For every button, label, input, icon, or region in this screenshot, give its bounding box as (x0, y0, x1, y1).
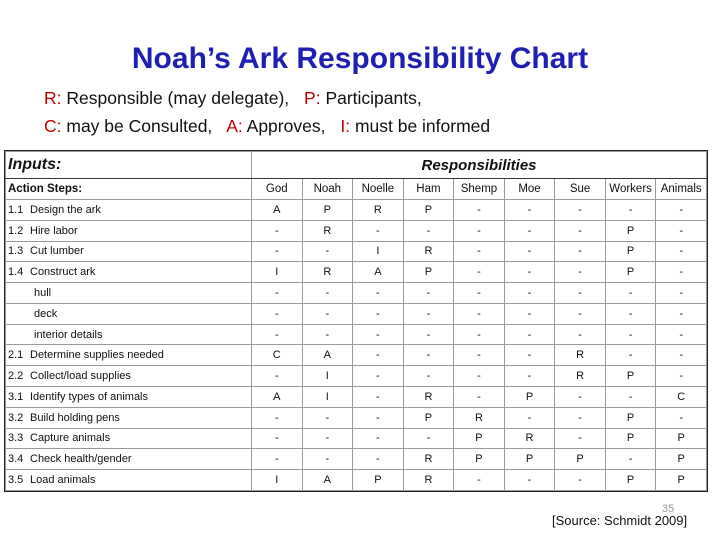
responsibility-cell: - (252, 407, 303, 428)
legend-line-2 (44, 116, 490, 137)
responsibility-cell: - (403, 220, 454, 241)
step-label: Capture animals (30, 432, 111, 445)
responsibility-cell: R (403, 387, 454, 408)
legend-text: may be Consulted, (66, 116, 213, 136)
responsibility-cell: - (656, 200, 707, 221)
responsibility-cell: - (656, 241, 707, 262)
table-row (6, 200, 707, 221)
responsibility-cell: - (555, 303, 606, 324)
responsibility-cell: I (302, 387, 353, 408)
responsibility-cell: - (252, 366, 303, 387)
responsibility-cell: R (454, 407, 505, 428)
responsibility-cell: P (605, 407, 656, 428)
table-row (6, 241, 707, 262)
responsibility-cell: P (605, 428, 656, 449)
responsibility-cell: - (504, 283, 555, 304)
responsibility-cell: P (353, 470, 404, 491)
step-label: Determine supplies needed (30, 349, 164, 362)
step-label: Check health/gender (30, 453, 132, 466)
responsibility-cell: - (605, 303, 656, 324)
legend-text: Responsible (may delegate), (66, 88, 290, 108)
responsibility-cell: P (403, 262, 454, 283)
column-header: Animals (656, 179, 707, 200)
legend-text: Approves, (246, 116, 326, 136)
responsibility-cell: - (504, 200, 555, 221)
responsibility-cell: - (555, 324, 606, 345)
responsibility-cell: R (555, 345, 606, 366)
table-row (6, 262, 707, 283)
responsibility-cell: - (353, 407, 404, 428)
responsibility-cell: - (454, 345, 505, 366)
responsibilities-label: Responsibilities (252, 152, 707, 179)
action-step (6, 283, 252, 304)
responsibility-cell: C (252, 345, 303, 366)
responsibility-cell: - (656, 262, 707, 283)
responsibility-cell: - (252, 324, 303, 345)
step-number: 3.2 (8, 411, 24, 424)
responsibility-cell: P (403, 200, 454, 221)
responsibility-cell: P (454, 449, 505, 470)
legend-key: I: (340, 116, 351, 136)
responsibility-cell: P (302, 200, 353, 221)
responsibility-cell: R (403, 449, 454, 470)
responsibility-cell: I (302, 366, 353, 387)
legend-key: C: (44, 116, 62, 136)
responsibility-cell: C (656, 387, 707, 408)
action-step (6, 220, 252, 241)
column-header: God (252, 179, 303, 200)
responsibility-cell: - (454, 200, 505, 221)
responsibility-cell: - (353, 220, 404, 241)
responsibility-cell: - (656, 407, 707, 428)
responsibility-cell: R (403, 241, 454, 262)
table-row (6, 470, 707, 491)
responsibility-cell: - (353, 387, 404, 408)
responsibility-cell: P (555, 449, 606, 470)
table-row (6, 428, 707, 449)
step-label: Identify types of animals (30, 390, 149, 403)
responsibility-cell: - (403, 345, 454, 366)
responsibility-cell: - (504, 366, 555, 387)
step-number: 3.4 (8, 453, 24, 466)
legend-key: A: (226, 116, 243, 136)
step-label: deck (34, 307, 58, 320)
responsibility-cell: - (353, 345, 404, 366)
responsibility-cell: - (454, 366, 505, 387)
responsibility-cell: - (252, 449, 303, 470)
table-top-header (6, 152, 707, 179)
responsibility-cell: P (403, 407, 454, 428)
responsibility-cell: - (656, 324, 707, 345)
responsibility-cell: P (605, 262, 656, 283)
responsibility-cell: - (252, 241, 303, 262)
step-number: 3.1 (8, 390, 24, 403)
responsibility-cell: - (353, 449, 404, 470)
action-step (6, 470, 252, 491)
responsibility-table (5, 151, 707, 491)
table-row (6, 345, 707, 366)
responsibility-cell: P (605, 241, 656, 262)
responsibility-cell: - (252, 283, 303, 304)
responsibility-cell: I (252, 262, 303, 283)
step-number: 2.1 (8, 349, 24, 362)
responsibility-cell: P (605, 366, 656, 387)
column-header-row (6, 179, 707, 200)
table-row (6, 387, 707, 408)
responsibility-chart-scan (4, 150, 708, 492)
table-row (6, 366, 707, 387)
responsibility-cell: - (555, 220, 606, 241)
responsibility-cell: - (504, 241, 555, 262)
responsibility-cell: - (504, 324, 555, 345)
step-label: Build holding pens (30, 411, 120, 424)
responsibility-cell: - (302, 449, 353, 470)
column-header: Noelle (353, 179, 404, 200)
responsibility-cell: - (353, 324, 404, 345)
step-number: 1.3 (8, 245, 24, 258)
step-number: 1.1 (8, 203, 24, 216)
responsibility-cell: R (353, 200, 404, 221)
responsibility-cell: P (656, 449, 707, 470)
action-step (6, 449, 252, 470)
responsibility-cell: P (656, 428, 707, 449)
responsibility-cell: P (454, 428, 505, 449)
action-step (6, 303, 252, 324)
responsibility-cell: - (504, 345, 555, 366)
legend-key: P: (304, 88, 321, 108)
responsibility-cell: P (504, 387, 555, 408)
responsibility-cell: P (605, 220, 656, 241)
responsibility-cell: - (252, 428, 303, 449)
responsibility-cell: - (504, 470, 555, 491)
responsibility-cell: - (504, 407, 555, 428)
responsibility-cell: - (302, 407, 353, 428)
step-label: Collect/load supplies (30, 370, 131, 383)
step-number: 3.5 (8, 474, 24, 487)
responsibility-cell: - (555, 407, 606, 428)
responsibility-cell: - (353, 428, 404, 449)
action-step (6, 324, 252, 345)
legend-key: R: (44, 88, 62, 108)
responsibility-cell: - (403, 366, 454, 387)
step-label: Load animals (30, 474, 96, 487)
legend-text: must be informed (354, 116, 491, 136)
responsibility-cell: - (605, 345, 656, 366)
responsibility-cell: R (302, 220, 353, 241)
responsibility-cell: - (454, 470, 505, 491)
responsibility-cell: - (353, 303, 404, 324)
responsibility-cell: - (605, 324, 656, 345)
responsibility-cell: A (353, 262, 404, 283)
step-label: Design the ark (30, 203, 101, 216)
step-number: 1.4 (8, 266, 24, 279)
column-header: Noah (302, 179, 353, 200)
responsibility-cell: - (555, 200, 606, 221)
responsibility-cell: - (605, 200, 656, 221)
responsibility-cell: - (252, 303, 303, 324)
page-title: Noah’s Ark Responsibility Chart (131, 42, 589, 75)
responsibility-cell: - (403, 428, 454, 449)
step-label: Cut lumber (30, 245, 84, 258)
responsibility-cell: A (302, 470, 353, 491)
responsibility-cell: - (504, 303, 555, 324)
step-number: 2.2 (8, 370, 24, 383)
responsibility-cell: - (504, 262, 555, 283)
step-label: Hire labor (30, 224, 78, 237)
responsibility-cell: - (353, 366, 404, 387)
action-step (6, 241, 252, 262)
table-row (6, 220, 707, 241)
responsibility-cell: - (302, 324, 353, 345)
inputs-label: Inputs: (6, 152, 252, 179)
action-step (6, 428, 252, 449)
step-number: 3.3 (8, 432, 24, 445)
action-step (6, 366, 252, 387)
responsibility-cell: - (454, 283, 505, 304)
responsibility-cell: - (605, 387, 656, 408)
action-step (6, 200, 252, 221)
column-header: Sue (555, 179, 606, 200)
column-header: Workers (605, 179, 656, 200)
responsibility-cell: - (656, 283, 707, 304)
slide-number: 35 (662, 503, 675, 515)
responsibility-cell: - (555, 283, 606, 304)
responsibility-cell: - (302, 303, 353, 324)
table-row (6, 283, 707, 304)
step-number: 1.2 (8, 224, 24, 237)
column-header: Ham (403, 179, 454, 200)
responsibility-cell: R (302, 262, 353, 283)
responsibility-cell: - (252, 220, 303, 241)
action-step (6, 387, 252, 408)
action-step (6, 345, 252, 366)
action-step (6, 262, 252, 283)
responsibility-cell: - (454, 262, 505, 283)
responsibility-cell: - (656, 345, 707, 366)
column-header: Shemp (454, 179, 505, 200)
table-row (6, 324, 707, 345)
responsibility-cell: - (353, 283, 404, 304)
responsibility-cell: - (454, 220, 505, 241)
action-step (6, 407, 252, 428)
legend-text: Participants, (325, 88, 422, 108)
responsibility-cell: - (555, 428, 606, 449)
responsibility-cell: - (454, 303, 505, 324)
action-steps-label: Action Steps: (6, 179, 252, 200)
responsibility-cell: P (656, 470, 707, 491)
responsibility-cell: - (302, 241, 353, 262)
table-row (6, 303, 707, 324)
responsibility-cell: - (454, 387, 505, 408)
responsibility-cell: - (555, 241, 606, 262)
responsibility-cell: - (555, 262, 606, 283)
responsibility-cell: P (605, 470, 656, 491)
responsibility-cell: - (605, 283, 656, 304)
responsibility-cell: - (403, 283, 454, 304)
responsibility-cell: - (656, 303, 707, 324)
table-row (6, 449, 707, 470)
column-header: Moe (504, 179, 555, 200)
step-label: Construct ark (30, 266, 96, 279)
responsibility-cell: R (504, 428, 555, 449)
responsibility-cell: I (252, 470, 303, 491)
responsibility-cell: A (302, 345, 353, 366)
responsibility-cell: - (656, 366, 707, 387)
responsibility-cell: - (403, 324, 454, 345)
responsibility-cell: - (656, 220, 707, 241)
responsibility-cell: - (403, 303, 454, 324)
responsibility-cell: - (555, 470, 606, 491)
responsibility-cell: I (353, 241, 404, 262)
responsibility-cell: A (252, 387, 303, 408)
responsibility-cell: - (454, 241, 505, 262)
responsibility-cell: - (555, 387, 606, 408)
responsibility-cell: - (302, 428, 353, 449)
legend-line-1 (44, 88, 422, 109)
responsibility-cell: - (605, 449, 656, 470)
responsibility-cell: - (302, 283, 353, 304)
table-row (6, 407, 707, 428)
step-label: interior details (34, 328, 103, 341)
responsibility-cell: R (555, 366, 606, 387)
responsibility-cell: - (454, 324, 505, 345)
responsibility-cell: R (403, 470, 454, 491)
source-citation: [Source: Schmidt 2009] (552, 513, 688, 528)
responsibility-cell: - (504, 220, 555, 241)
responsibility-cell: P (504, 449, 555, 470)
responsibility-cell: A (252, 200, 303, 221)
step-label: hull (34, 287, 52, 300)
